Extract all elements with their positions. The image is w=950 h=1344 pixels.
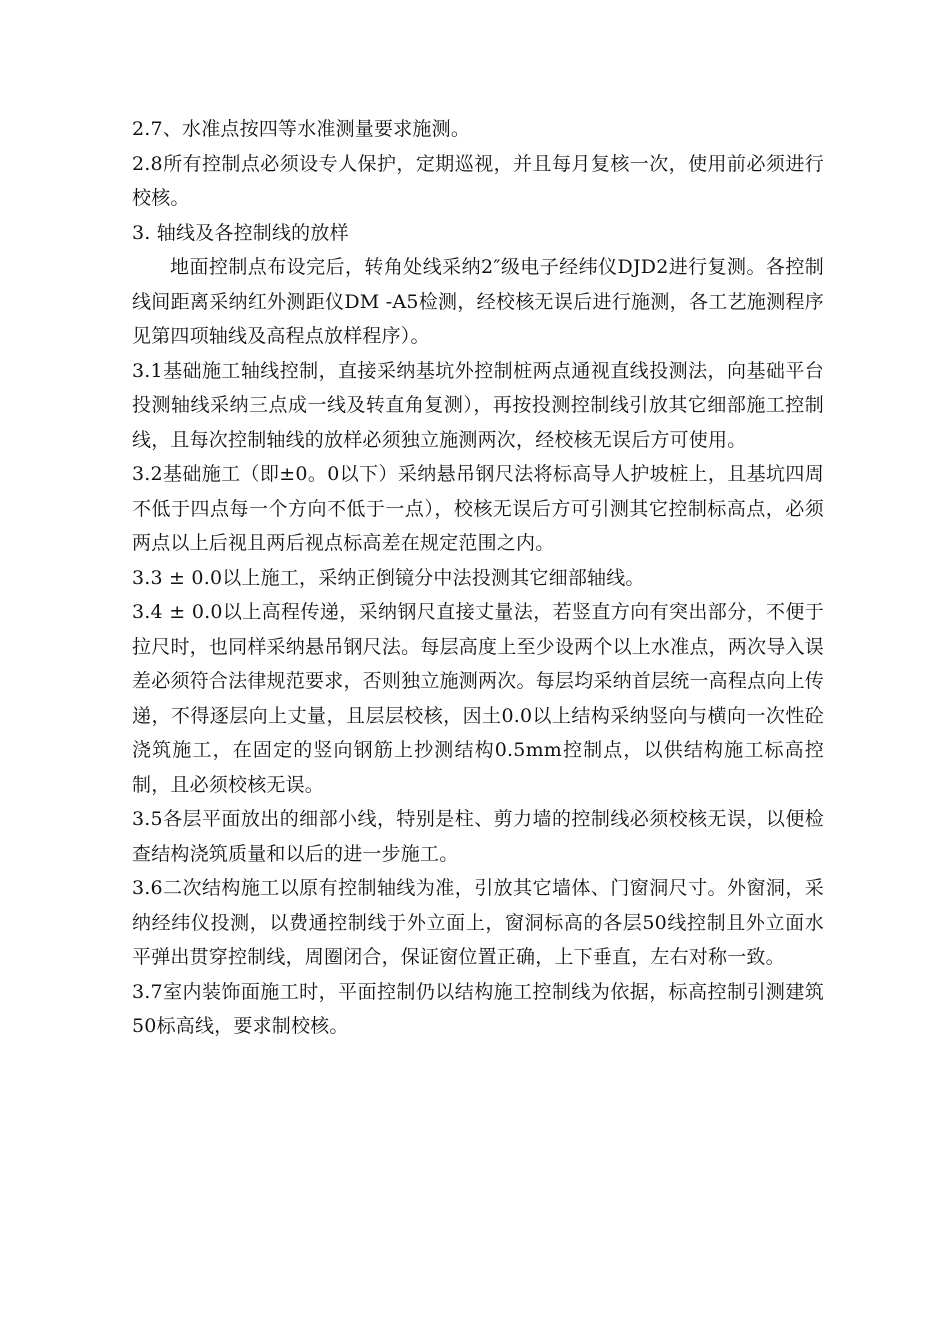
paragraph-3-3: 3.3 ± 0.0以上施工，采纳正倒镜分中法投测其它细部轴线。 [132,566,645,589]
paragraph-3-5: 3.5各层平面放出的细部小线，特别是柱、剪力墙的控制线必须校核无误，以便检查结构浇筑质量和以后的进一步施工。 [132,808,824,865]
paragraph-3-1: 3.1基础施工轴线控制，直接采纳基坑外控制桩两点通视直线投测法，向基础平台投测轴线采纳三点成一线及转直角复测），再按投测控制线引放其它细部施工控制线，且每次控制轴线的放样必须独立施测两次，经校核无误后方可使用。 [132,359,824,451]
paragraph-3-7: 3.7室内装饰面施工时，平面控制仍以结构施工控制线为依据，标高控制引测建筑50标高线，要求制校核。 [132,980,824,1037]
paragraph-3-2: 3.2基础施工（即±0。0以下）采纳悬吊钢尺法将标高导人护坡桩上，且基坑四周不低于四点每一个方向不低于一点），校核无误后方可引测其它控制标高点，必须两点以上后视且两后视点标高差在规定范围之内。 [132,463,824,554]
paragraph-2-7: 2.7、水准点按四等水准测量要求施测。 [132,118,471,140]
paragraph-3-6: 3.6二次结构施工以原有控制轴线为准，引放其它墙体、门窗洞尺寸。外窗洞，采纳经纬仪投测，以费通控制线于外立面上，窗洞标高的各层50线控制且外立面水平弹出贯穿控制线，周圈闭合，保证窗位置正确，上下垂直，左右对称一致。 [132,877,824,968]
paragraph-3-4: 3.4 ± 0.0以上高程传递，采纳钢尺直接丈量法，若竖直方向有突出部分，不便于拉尺时，也同样采纳悬吊钢尺法。每层高度上至少设两个以上水准点，两次导入误差必须符合法律规范要求，否则独立施测两次。每层均采纳首层统一高程点向上传递，不得逐层向上丈量，且层层校核，因土0.0以上结构采纳竖向与横向一次性砼浇筑施工，在固定的竖向钢筋上抄测结构0.5mm控制点，以供结构施工标高控制，且必须校核无误。 [132,601,824,796]
document-body [132,112,824,1044]
paragraph-2-8: 2.8所有控制点必须设专人保护，定期巡视，并且每月复核一次，使用前必须进行校核。 [132,152,824,209]
paragraph-section-3-intro: 地面控制点布设完后，转角处线采纳2″级电子经纬仪DJD2进行复测。各控制线间距离采纳红外测距仪DM -A5检测，经校核无误后进行施测，各工艺施测程序见第四项轴线及高程点放样程序）。 [132,256,824,347]
section-heading-3: 3. 轴线及各控制线的放样 [132,221,349,244]
